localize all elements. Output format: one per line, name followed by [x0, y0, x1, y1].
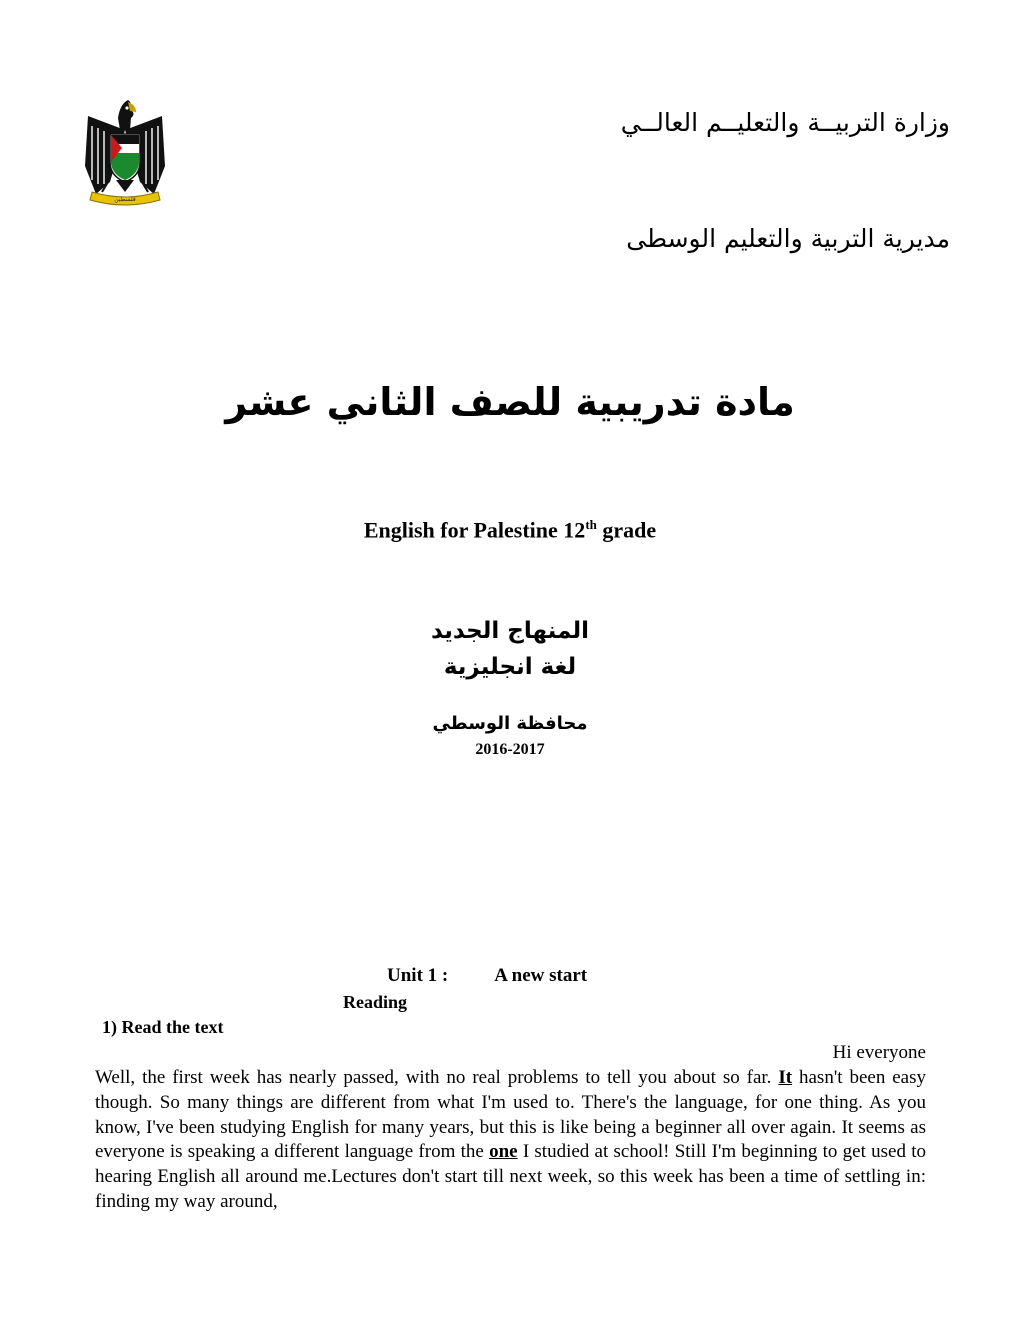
reading-text-part: I studied at school! Still I'm beginning to get used to hearing English all around me.Lectures don't start till next week, so this week has been a time of settling in: finding my way around, — [95, 1141, 927, 1212]
section-heading: Reading — [343, 992, 408, 1012]
reading-underlined-word: one — [489, 1141, 518, 1163]
page-title: مادة تدريبية للصف الثاني عشر — [225, 380, 795, 424]
governorate-label: محافظة الوسطي — [432, 713, 588, 734]
ministry-name: وزارة التربيــة والتعليــم العالــي — [620, 108, 950, 137]
unit-heading — [387, 965, 587, 987]
exercise-instruction: 1) Read the text — [102, 1017, 224, 1037]
directorate-name: مديرية التربية والتعليم الوسطى — [626, 224, 950, 253]
emblem-scroll-text: فلسطين — [114, 196, 136, 203]
palestinian-eagle-emblem — [82, 96, 168, 208]
letter-greeting: Hi everyone — [832, 1042, 926, 1063]
course-subtitle — [0, 517, 1020, 543]
academic-year: 2016-2017 — [475, 741, 545, 758]
reading-text-part: Well, the first week has nearly passed, with no real problems to tell you about so far. — [95, 1067, 779, 1088]
curriculum-label: المنهاج الجديد — [430, 618, 590, 644]
subtitle-main: English for Palestine 12 — [363, 517, 586, 543]
subtitle-superscript: th — [585, 517, 597, 532]
reading-paragraph — [95, 1066, 926, 1215]
language-label: لغة انجليزية — [443, 654, 577, 680]
reading-underlined-word: It — [778, 1067, 793, 1088]
unit-label: Unit 1 : — [387, 965, 449, 986]
reading-text-part: hasn't been easy though. So many things are different from what I'm used to. There's the language, for one thing. As you know, I've been studying English for many years, but this is like being a beginner all over again. It seems as everyone is speaking a different language from the — [95, 1067, 926, 1163]
unit-name: A new start — [494, 965, 588, 986]
subtitle-tail: grade — [596, 517, 657, 543]
